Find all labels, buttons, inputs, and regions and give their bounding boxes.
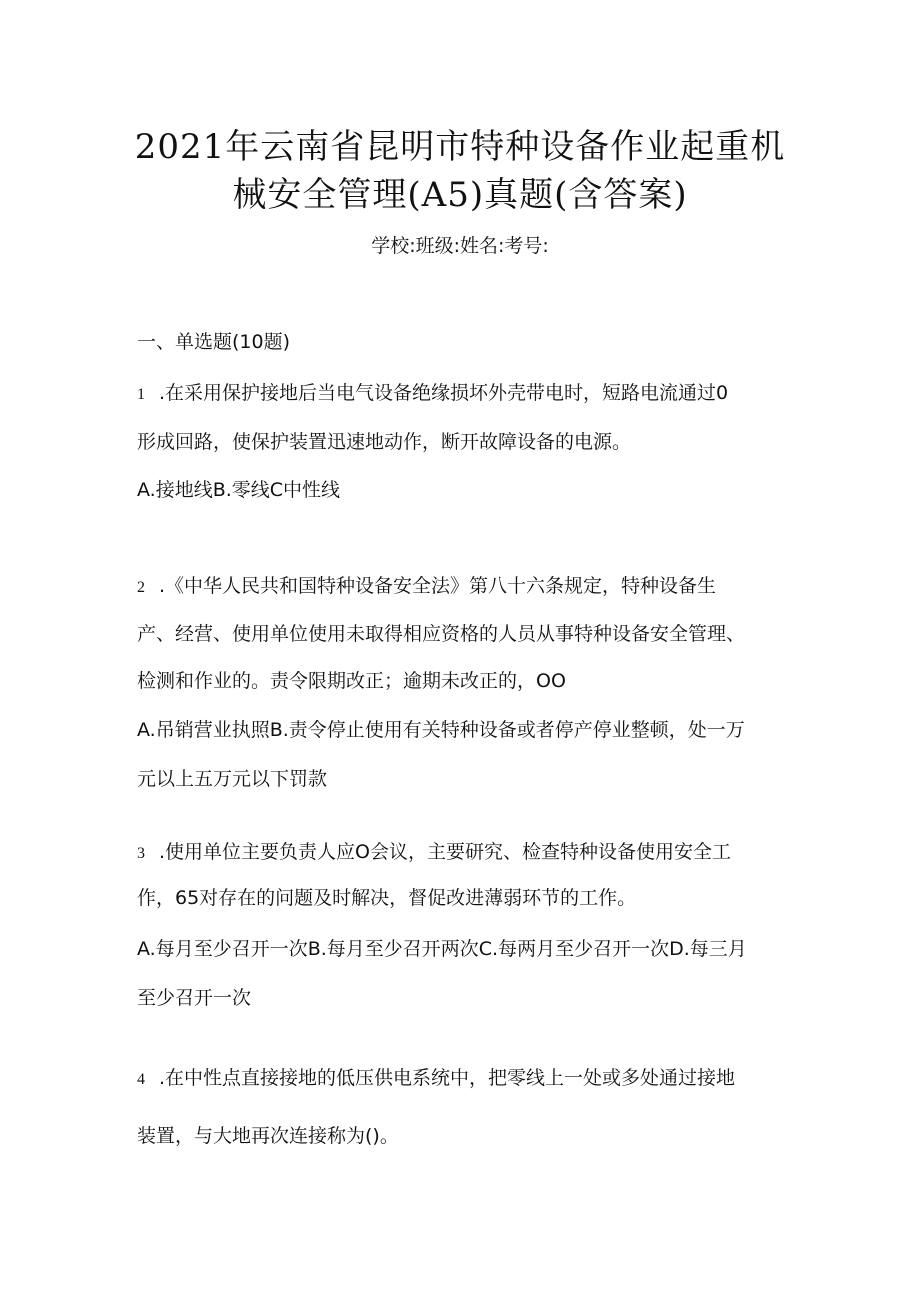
question-1-options: A.接地线B.零线C中性线 [137,479,341,501]
question-3-line-2: 作，65对存在的问题及时解决，督促改进薄弱环节的工作。 [137,887,637,909]
question-2-number: 2 [137,579,145,596]
question-4-line-2: 装置，与大地再次连接称为()。 [137,1125,399,1147]
document-title-line-2: 械安全管理(A5)真题(含答案) [232,175,688,215]
document-title-line-1: 2021年云南省昆明市特种设备作业起重机 [134,127,786,167]
question-1-number: 1 [137,386,145,403]
student-info-line: 学校:班级:姓名:考号: [371,235,549,257]
question-3-line-1: 3 .使用单位主要负责人应O会议，主要研究、检查特种设备使用安全工 [137,838,731,868]
question-2-line-2: 产、经营、使用单位使用未取得相应资格的人员从事特种设备安全管理、 [137,623,746,645]
question-2-line-1: 2 .《中华人民共和国特种设备安全法》第八十六条规定，特种设备生 [137,572,716,602]
question-3-options-line-2: 至少召开一次 [137,987,252,1009]
section-heading: 一、单选题(10题) [137,331,291,353]
question-1-line-2: 形成回路，使保护装置迅速地动作，断开故障设备的电源。 [137,431,632,453]
question-3-options-line-1: A.每月至少召开一次B.每月至少召开两次C.每两月至少召开一次D.每三月 [137,938,747,960]
question-2-options-line-2: 元以上五万元以下罚款 [137,768,328,790]
question-1-line-1: 1 .在采用保护接地后当电气设备绝缘损坏外壳带电时，短路电流通过0 [137,379,728,409]
question-4-line-1: 4 .在中性点直接接地的低压供电系统中，把零线上一处或多处通过接地 [137,1064,735,1094]
question-2-line-3: 检测和作业的。责令限期改正；逾期未改正的，OO [137,670,566,692]
question-2-options-line-1: A.吊销营业执照B.责令停止使用有关特种设备或者停产停业整顿，处一万 [137,719,745,741]
question-4-number: 4 [137,1071,145,1088]
question-3-number: 3 [137,845,145,862]
